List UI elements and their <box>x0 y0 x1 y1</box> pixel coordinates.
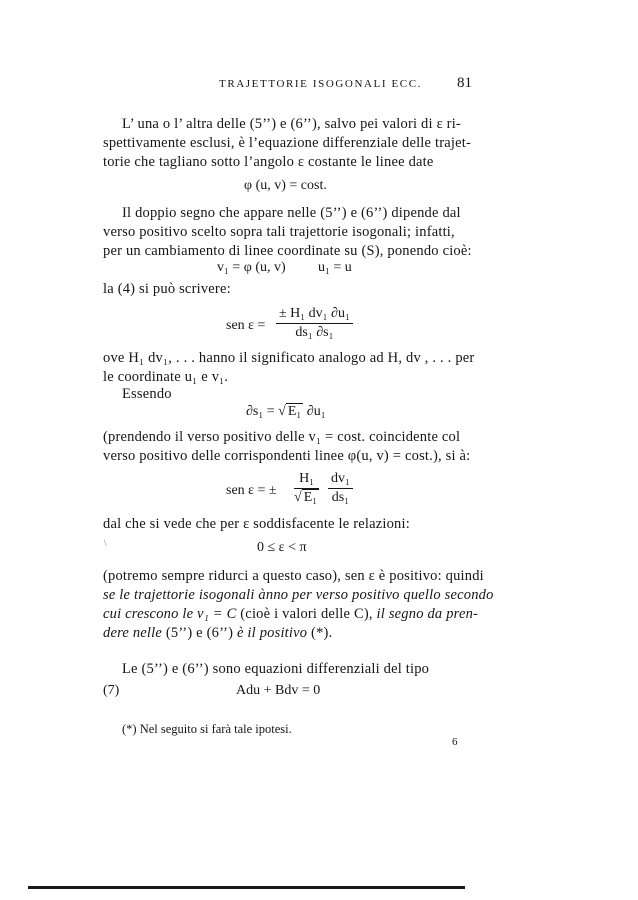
text-line-mixed <box>103 606 478 623</box>
text-line: (prendendo il verso positivo delle v₁ = cost. coincidente col <box>103 429 461 445</box>
text-line-mixed <box>103 625 332 642</box>
sqrt-radicand: E₁ <box>303 490 318 505</box>
equation-sen2-fraction-1 <box>294 471 319 506</box>
page-number: 81 <box>457 75 472 91</box>
text-line: L’ una o l’ altra delle (5’’) e (6’’), salvo pei valori di ε ri- <box>122 116 461 132</box>
signature-mark: 6 <box>452 736 458 748</box>
equation-phi: φ (u, v) = cost. <box>244 178 327 193</box>
sqrt-symbol: √ E₁ <box>294 490 318 505</box>
italic-span: il segno da pren- <box>376 606 479 622</box>
fraction-denominator: ds₁ ∂s₁ <box>295 325 334 340</box>
equation-number: (7) <box>103 683 120 698</box>
roman-span: (*). <box>307 625 333 641</box>
text-line: torie che tagliano sotto l’angolo ε costante le linee date <box>103 154 434 170</box>
sqrt-radicand: E₁ <box>287 404 302 419</box>
bottom-rule <box>28 886 465 889</box>
italic-span: è il positivo <box>236 625 308 641</box>
italic-span: dere nelle <box>103 625 163 641</box>
footnote: (*) Nel seguito si farà tale ipotesi. <box>122 722 292 736</box>
equation-ds1-tail: ∂u₁ <box>306 404 326 419</box>
text-line: verso positivo delle corrispondenti linee φ(u, v) = cost.), si à: <box>103 448 471 464</box>
equation-ds1 <box>246 404 326 420</box>
equation-ds1-lhs: ∂s₁ = <box>246 404 275 419</box>
stray-mark: \ <box>104 538 107 548</box>
equation-sen2-lhs: sen ε = ± <box>226 483 277 498</box>
italic-span: cui crescono le v₁ = C <box>103 606 237 622</box>
fraction-numerator: dv₁ <box>328 471 353 489</box>
equation-range: 0 ≤ ε < π <box>257 540 307 555</box>
text-line: Essendo <box>122 386 172 402</box>
text-line: Le (5’’) e (6’’) sono equazioni differenziali del tipo <box>122 661 430 677</box>
running-header: TRAJETTORIE ISOGONALI ECC. <box>219 78 423 90</box>
text-line: le coordinate u₁ e v₁. <box>103 369 229 385</box>
fraction-denominator: ds₁ <box>331 490 350 505</box>
text-line: verso positivo scelto sopra tali trajettorie isogonali; infatti, <box>103 224 455 240</box>
fraction-denominator <box>294 489 319 506</box>
text-line: (potremo sempre ridurci a questo caso), sen ε è positivo: quindi <box>103 568 484 584</box>
text-line: la (4) si può scrivere: <box>103 281 231 297</box>
fraction-numerator: ± H₁ dv₁ ∂u₁ <box>276 306 353 324</box>
text-line: Il doppio segno che appare nelle (5’’) e (6’’) dipende dal <box>122 205 461 221</box>
equation-sen-lhs: sen ε = <box>226 318 266 333</box>
text-line-italic: se le trajettorie isogonali ànno per verso positivo quello secondo <box>103 587 494 603</box>
equation-sen-fraction <box>276 306 353 341</box>
text-line: dal che si vede che per ε soddisfacente le relazioni: <box>103 516 410 532</box>
sqrt-symbol: √ E₁ <box>278 404 302 419</box>
text-line: ove H₁ dv₁, . . . hanno il significato analogo ad H, dv , . . . per <box>103 350 475 366</box>
equation-sen2-fraction-2 <box>328 471 353 506</box>
roman-span: (cioè i valori delle C), <box>236 606 377 622</box>
text-line: spettivamente esclusi, è l’equazione differenziale delle trajet- <box>103 135 472 151</box>
equation-adu-bdv: Adu + Bdv = 0 <box>236 683 321 698</box>
equation-coordinate-v1: v₁ = φ (u, v) <box>217 260 286 275</box>
fraction-numerator: H₁ <box>294 471 319 489</box>
equation-coordinate-u1: u₁ = u <box>318 260 352 275</box>
text-line: per un cambiamento di linee coordinate su (S), ponendo cioè: <box>103 243 472 259</box>
roman-span: (5’’) e (6’’) <box>162 625 237 641</box>
